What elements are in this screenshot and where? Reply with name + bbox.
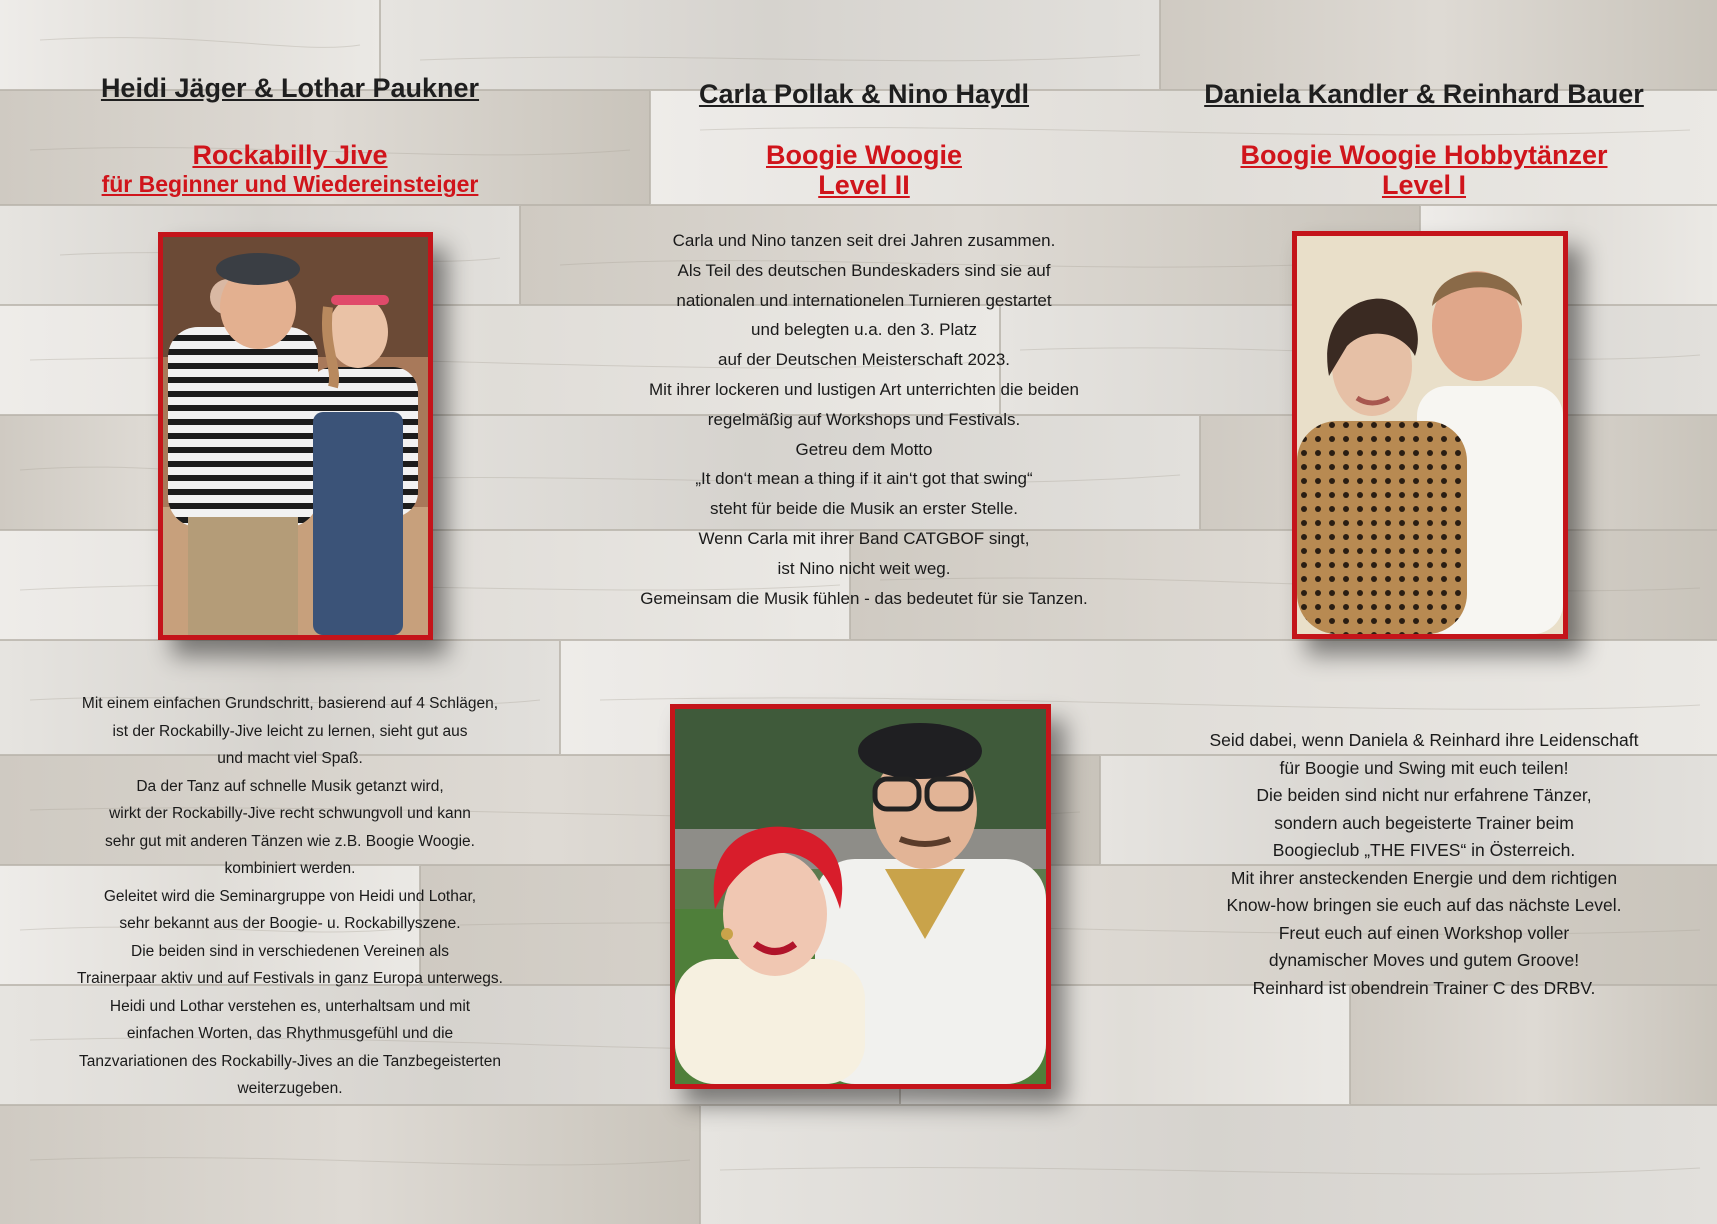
right-text-line: Mit ihrer ansteckenden Energie und dem richtigen xyxy=(1230,867,1618,888)
right-description xyxy=(1160,727,1688,1002)
left-text-line: weiterzugeben. xyxy=(237,1080,343,1097)
center-description xyxy=(594,226,1134,613)
left-text-line: sehr bekannt aus der Boogie- u. Rockabillyszene. xyxy=(119,915,461,932)
right-text-line: Freut euch auf einen Workshop voller xyxy=(1278,922,1570,943)
center-text-line: regelmäßig auf Workshops und Festivals. xyxy=(707,409,1021,429)
right-text-line: Seid dabei, wenn Daniela & Reinhard ihre Leidenschaft xyxy=(1209,730,1639,750)
left-text-line: Heidi und Lothar verstehen es, unterhaltsam und mit xyxy=(109,997,471,1015)
left-text-line: Mit einem einfachen Grundschritt, basierend auf 4 Schlägen, xyxy=(81,695,499,712)
left-description xyxy=(30,690,550,1103)
center-text-line: „It don‘t mean a thing if it ain‘t got that swing“ xyxy=(695,469,1033,489)
center-text-line: Carla und Nino tanzen seit drei Jahren zusammen. xyxy=(672,231,1056,250)
center-text-line: steht für beide die Musik an erster Stelle. xyxy=(709,499,1019,519)
center-photo xyxy=(670,704,1051,1089)
couple-photo-carla-nino xyxy=(675,709,1046,1084)
left-text-line: Die beiden sind in verschiedenen Vereinen als xyxy=(131,942,449,960)
left-column xyxy=(40,72,540,198)
left-text-line: wirkt der Rockabilly-Jive recht schwungvoll und kann xyxy=(109,805,471,822)
center-instructor-names: Carla Pollak & Nino Haydl xyxy=(698,79,1030,109)
right-text-line: Boogieclub „THE FIVES“ in Österreich. xyxy=(1272,840,1576,860)
center-text-line: und belegten u.a. den 3. Platz xyxy=(751,320,977,340)
left-text-line: Trainerpaar aktiv und auf Festivals in ganz Europa unterwegs. xyxy=(77,970,503,987)
right-instructor-names: Daniela Kandler & Reinhard Bauer xyxy=(1204,79,1644,109)
left-text-line: Tanzvariationen des Rockabilly-Jives an die Tanzbegeisterten xyxy=(79,1052,501,1070)
right-text-line: für Boogie und Swing mit euch teilen! xyxy=(1279,757,1569,778)
left-instructor-names: Heidi Jäger & Lothar Paukner xyxy=(100,73,480,103)
center-course-level: Level II xyxy=(818,170,910,200)
left-text-line: Da der Tanz auf schnelle Musik getanzt wird, xyxy=(136,777,444,795)
left-text-line: Geleitet wird die Seminargruppe von Heidi und Lothar, xyxy=(103,887,477,905)
right-text-line: Reinhard ist obendrein Trainer C des DRBV. xyxy=(1252,977,1596,998)
center-text-line: Getreu dem Motto xyxy=(795,439,933,459)
right-course-title: Boogie Woogie Hobbytänzer xyxy=(1240,140,1608,170)
right-photo xyxy=(1292,231,1568,639)
right-text-line: Die beiden sind nicht nur erfahrene Tänzer, xyxy=(1256,785,1592,805)
couple-photo-daniela-reinhard xyxy=(1297,236,1563,634)
left-course-subtitle: für Beginner und Wiedereinsteiger xyxy=(101,171,479,197)
center-text-line: ist Nino nicht weit weg. xyxy=(777,558,951,578)
center-text-line: auf der Deutschen Meisterschaft 2023. xyxy=(718,350,1010,370)
left-text-line: einfachen Worten, das Rhythmusgefühl und die xyxy=(126,1025,454,1042)
left-text-line: ist der Rockabilly-Jive leicht zu lernen, sieht gut aus xyxy=(112,722,468,740)
right-course-level: Level I xyxy=(1381,170,1467,200)
center-text-line: Als Teil des deutschen Bundeskaders sind sie auf xyxy=(677,260,1051,280)
right-text-line: dynamischer Moves und gutem Groove! xyxy=(1268,950,1580,970)
center-course-title: Boogie Woogie xyxy=(766,140,962,170)
right-text-line: sondern auch begeisterte Trainer beim xyxy=(1274,812,1574,833)
center-text-line: nationalen und internationelen Turnieren gestartet xyxy=(676,290,1052,310)
left-photo xyxy=(158,232,433,640)
center-text-line: Gemeinsam die Musik fühlen - das bedeutet für sie Tanzen. xyxy=(640,588,1088,608)
center-column xyxy=(600,78,1128,200)
left-text-line: sehr gut mit anderen Tänzen wie z.B. Boogie Woogie. xyxy=(105,832,475,850)
left-text-line: kombiniert werden. xyxy=(224,860,356,877)
left-course-title: Rockabilly Jive xyxy=(192,140,388,170)
right-column xyxy=(1160,78,1688,200)
couple-photo-heidi-lothar xyxy=(163,237,428,635)
left-text-line: und macht viel Spaß. xyxy=(217,750,363,767)
right-text-line: Know-how bringen sie euch auf das nächste Level. xyxy=(1226,895,1622,915)
center-text-line: Wenn Carla mit ihrer Band CATGBOF singt, xyxy=(698,528,1030,548)
center-text-line: Mit ihrer lockeren und lustigen Art unterrichten die beiden xyxy=(649,379,1079,399)
